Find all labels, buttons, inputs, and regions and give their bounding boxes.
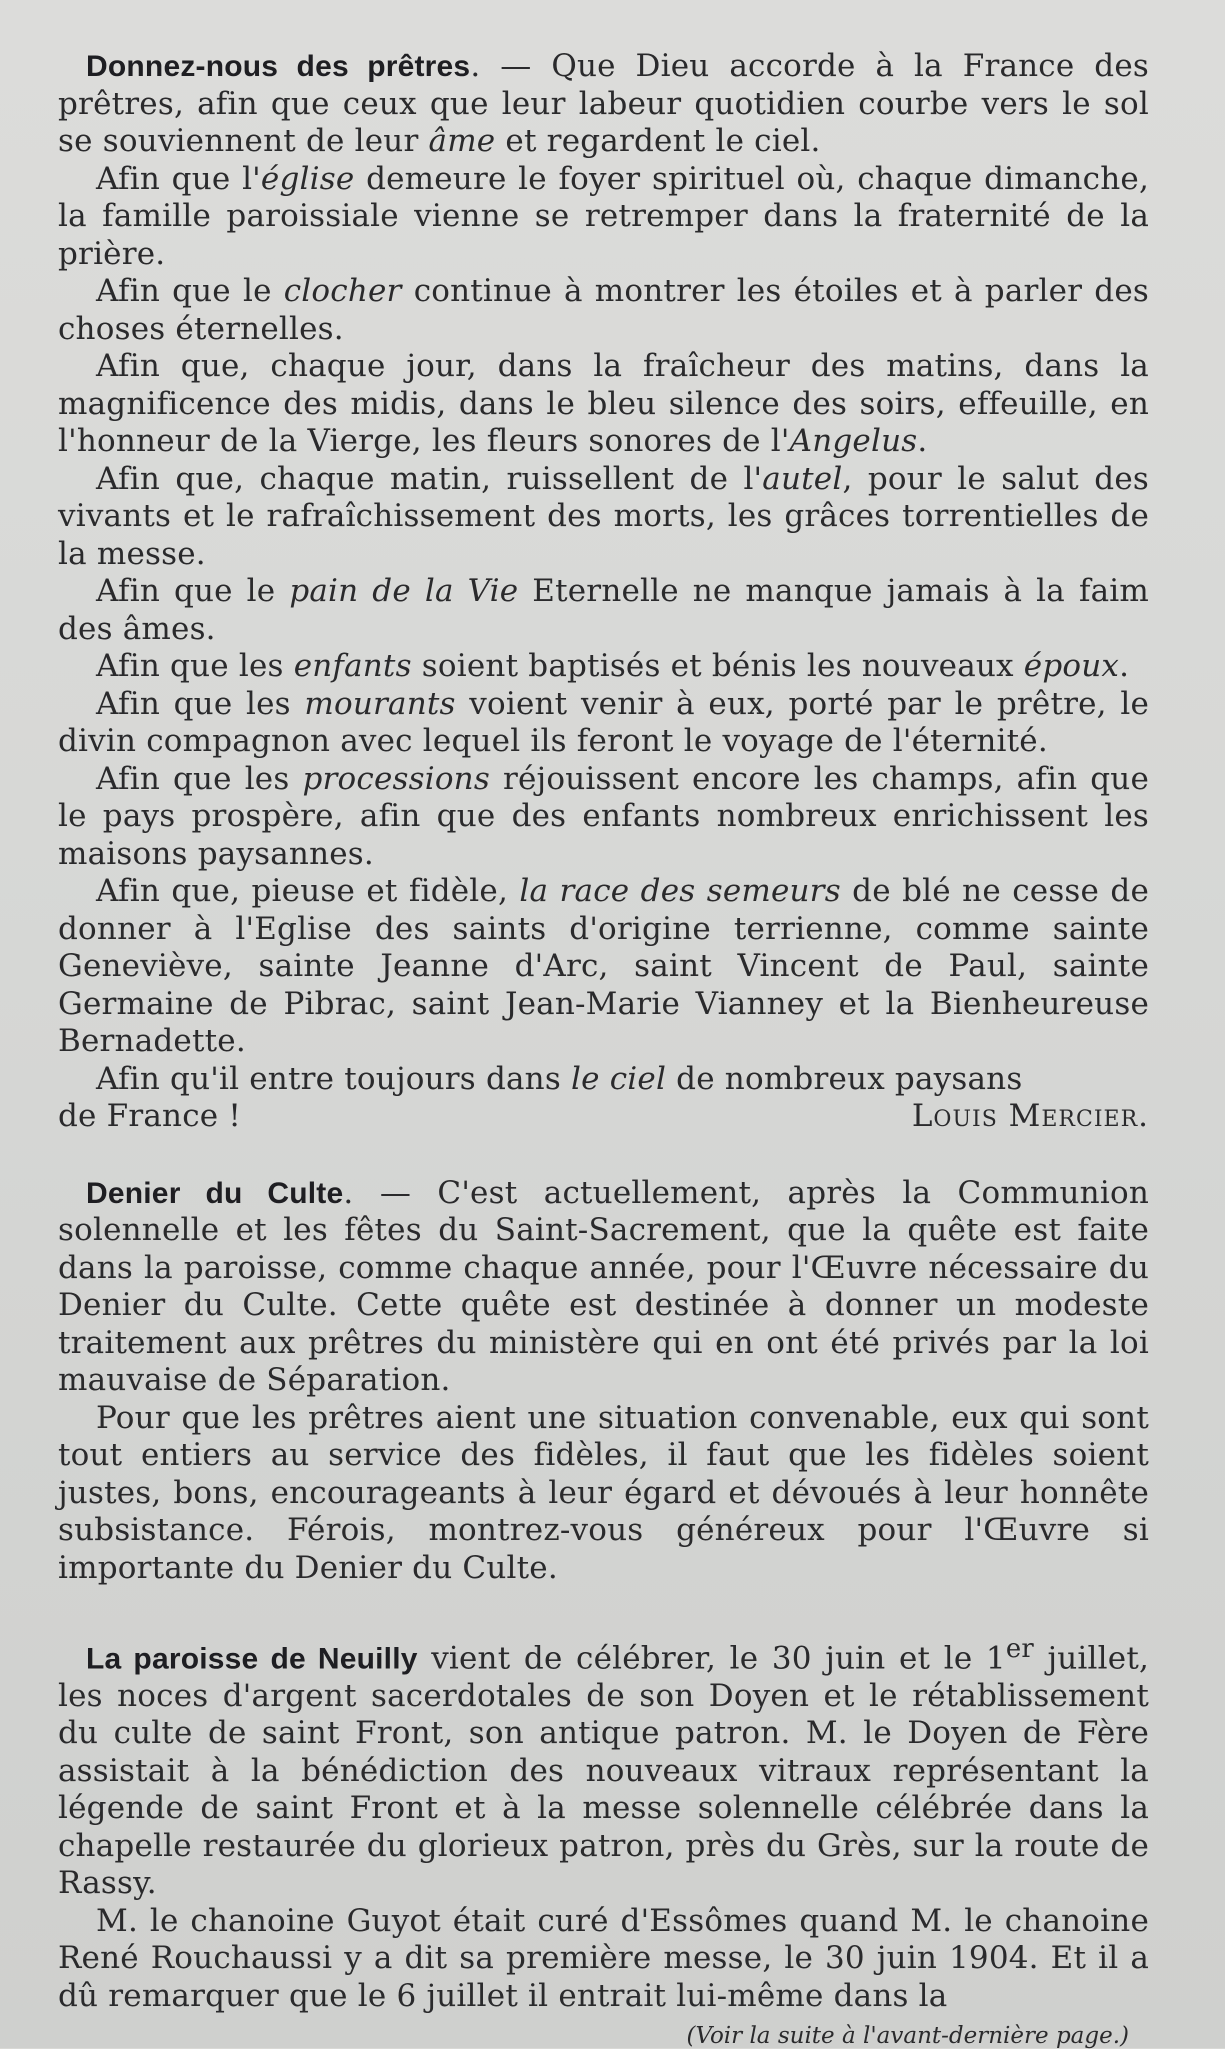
section-heading: La paroisse de Neuilly	[86, 1642, 418, 1676]
section-denier-du-culte	[58, 1175, 1149, 1588]
section-heading: Denier du Culte	[86, 1176, 344, 1210]
continuation-note: (Voir la suite à l'avant-dernière page.)	[686, 2023, 1129, 2049]
paragraph: Donnez-nous des prêtres. — Que Dieu accorde à la France des prêtres, afin que ceux que leur labeur quotidien courbe vers le sol se souviennent de leur âme et regardent le ciel.	[58, 48, 1149, 159]
paragraph: Afin que le pain de la Vie Eternelle ne manque jamais à la faim des âmes.	[58, 573, 1150, 647]
paragraph: Afin que, pieuse et fidèle, la race des semeurs de blé ne cesse de donner à l'Eglise des saints d'origine terrienne, comme sainte Geneviève, sainte Jeanne d'Arc, saint Vincent de Paul, sainte Germaine de Pibrac, saint Jean-Marie Vianney et la Bienheureuse Bernadette.	[58, 873, 1150, 1059]
paragraph: Afin que le clocher continue à montrer les étoiles et à parler des choses éternelles.	[58, 273, 1149, 347]
paragraph: La paroisse de Neuilly vient de célébrer, le 30 juin et le 1er juillet, les noces d'argent sacerdotales de son Doyen et le rétablissement du culte de saint Front, son antique patron. M. le Doyen de Fère assistait à la bénédiction des nouveaux vitraux représentant la légende de saint Front et à la messe solennelle célébrée dans la chapelle restaurée du glorieux patron, près du Grès, sur la route de Rassy.	[58, 1634, 1150, 1902]
paragraph: Afin que l'église demeure le foyer spirituel où, chaque dimanche, la famille paroissiale vienne se retremper dans la fraternité de la prière.	[58, 160, 1149, 272]
section-heading: Donnez-nous des prêtres	[86, 50, 471, 83]
paragraph: Afin que les mourants voient venir à eux, porté par le prêtre, le divin compagnon avec lequel ils feront le voyage de l'éternité.	[58, 685, 1149, 759]
author-signature: Louis Mercier.	[911, 1098, 1149, 1134]
paragraph: Afin que les enfants soient baptisés et bénis les nouveaux époux.	[96, 648, 1130, 684]
section-pretres	[58, 48, 1149, 1136]
paragraph: Afin que, chaque matin, ruissellent de l'autel, pour le salut des vivants et le rafraîchissement des morts, les grâces torrentielles de la messe.	[58, 460, 1149, 572]
paragraph: Afin qu'il entre toujours dans le ciel de nombreux paysans	[96, 1060, 1023, 1097]
signature-line: de France ! Louis Mercier.	[58, 1098, 1149, 1134]
paragraph: Afin que, chaque jour, dans la fraîcheur des matins, dans la magnificence des midis, dans le bleu silence des soirs, effeuille, en l'honneur de la Vierge, les fleurs sonores de l'Angelus.	[58, 348, 1149, 459]
paragraph: Afin que les processions réjouissent encore les champs, afin que le pays prospère, afin que des enfants nombreux enrichissent les maisons paysannes.	[58, 760, 1149, 872]
paragraph: M. le chanoine Guyot était curé d'Essômes quand M. le chanoine René Rouchaussi y a dit sa première messe, le 30 juin 1904. Et il a dû remarquer que le 6 juillet il entrait lui-même dans la	[58, 1902, 1149, 2014]
paragraph: Denier du Culte. — C'est actuellement, après la Communion solennelle et les fêtes du Saint-Sacrement, que la quête est faite dans la paroisse, comme chaque année, pour l'Œuvre nécessaire du Denier du Culte. Cette quête est destinée à donner un modeste traitement aux prêtres du ministère qui en ont été privés par la loi mauvaise de Séparation.	[58, 1174, 1149, 1398]
section-paroisse-neuilly	[58, 1631, 1149, 2015]
paragraph: Pour que les prêtres aient une situation convenable, eux qui sont tout entiers au service des fidèles, il faut que les fidèles soient justes, bons, encourageants à leur égard et dévoués à leur honnête subsistance. Férois, montrez-vous généreux pour l'Œuvre si importante du Denier du Culte.	[58, 1399, 1149, 1586]
